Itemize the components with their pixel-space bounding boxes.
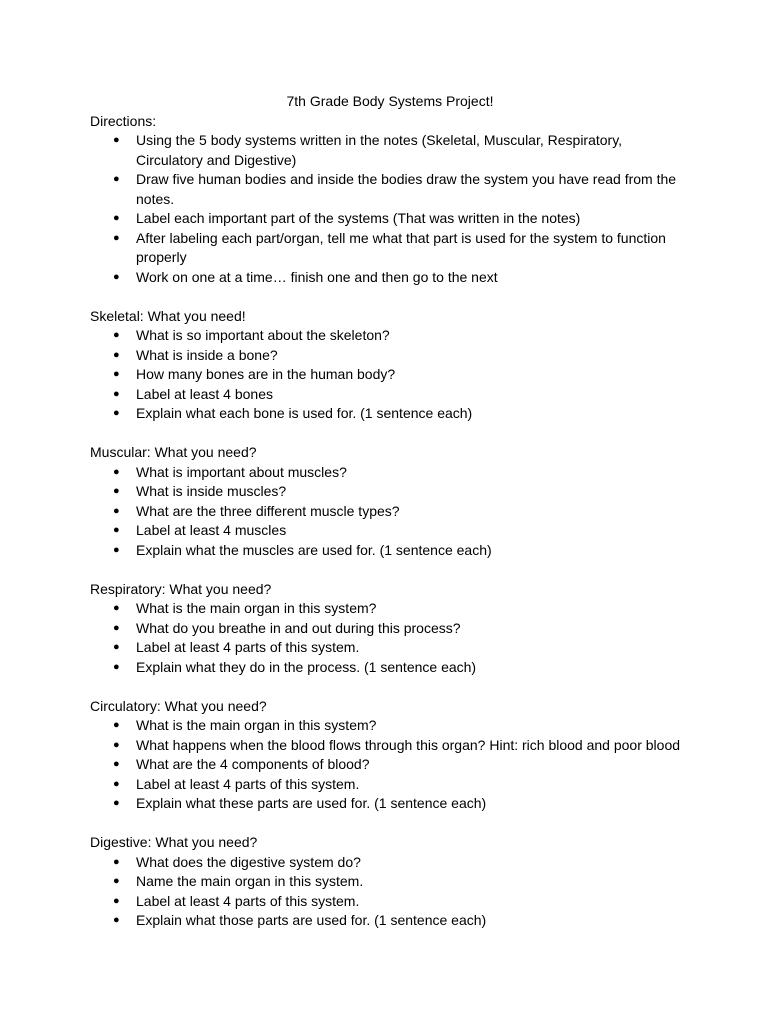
bullet-icon: ● bbox=[113, 602, 120, 614]
bullet-icon: ● bbox=[113, 641, 120, 653]
list-item-text: What is the main organ in this system? bbox=[136, 717, 377, 733]
list-item-text: What is important about muscles? bbox=[136, 463, 347, 480]
bullet-icon: ● bbox=[113, 485, 120, 497]
list-item bbox=[90, 385, 690, 405]
list-item bbox=[90, 365, 690, 385]
list-item bbox=[90, 268, 690, 288]
list-item bbox=[90, 463, 690, 483]
list-item-text: Work on one at a time… finish one and then go to the next bbox=[136, 268, 498, 285]
section-1 bbox=[90, 307, 690, 424]
bullet-icon: ● bbox=[113, 387, 120, 400]
bullet-list bbox=[90, 853, 690, 931]
section-heading: Muscular: What you need? bbox=[90, 444, 257, 460]
bullet-icon: ● bbox=[113, 329, 120, 341]
list-item-text: What are the 4 components of blood? bbox=[136, 756, 370, 772]
list-item bbox=[90, 755, 690, 775]
sections-container bbox=[90, 112, 690, 931]
list-item-text: What does the digestive system do? bbox=[136, 853, 361, 870]
list-item-text: Explain what they do in the process. (1 sentence each) bbox=[136, 658, 477, 675]
bullet-icon: ● bbox=[113, 368, 120, 380]
list-item-text: What is so important about the skeleton? bbox=[136, 327, 390, 343]
list-item-text: Using the 5 body systems written in the notes (Skeletal, Muscular, Respiratory, Circulatory and Digestive) bbox=[136, 132, 623, 168]
list-item-text: Explain what each bone is used for. (1 sentence each) bbox=[136, 405, 473, 421]
list-item bbox=[90, 775, 690, 795]
section-heading: Directions: bbox=[90, 112, 157, 129]
list-item bbox=[90, 482, 690, 502]
bullet-icon: ● bbox=[113, 894, 120, 907]
list-item bbox=[90, 658, 690, 678]
list-item bbox=[90, 853, 690, 873]
bullet-icon: ● bbox=[113, 134, 120, 146]
bullet-icon: ● bbox=[113, 524, 120, 536]
bullet-icon: ● bbox=[113, 212, 120, 224]
section-5 bbox=[90, 833, 690, 931]
list-item-text: What happens when the blood flows through this organ? Hint: rich blood and poor blood bbox=[136, 736, 681, 753]
section-heading: Digestive: What you need? bbox=[90, 834, 258, 850]
bullet-icon: ● bbox=[113, 660, 120, 673]
list-item bbox=[90, 502, 690, 522]
list-item bbox=[90, 541, 690, 561]
list-item-text: What is inside a bone? bbox=[136, 346, 278, 363]
bullet-icon: ● bbox=[113, 875, 120, 887]
bullet-icon: ● bbox=[113, 270, 120, 283]
list-item bbox=[90, 326, 690, 346]
list-item bbox=[90, 599, 690, 619]
bullet-list bbox=[90, 326, 690, 424]
list-item-text: What is inside muscles? bbox=[136, 483, 287, 499]
section-0 bbox=[90, 112, 690, 288]
list-item-text: What is the main organ in this system? bbox=[136, 600, 377, 616]
list-item bbox=[90, 131, 690, 170]
list-item-text: How many bones are in the human body? bbox=[136, 366, 396, 382]
bullet-icon: ● bbox=[113, 738, 120, 751]
list-item-text: Explain what the muscles are used for. (1 sentence each) bbox=[136, 541, 492, 558]
list-item-text: What do you breathe in and out during this process? bbox=[136, 619, 461, 636]
bullet-icon: ● bbox=[113, 465, 120, 478]
list-item bbox=[90, 619, 690, 639]
list-item bbox=[90, 911, 690, 931]
list-item-text: Label at least 4 parts of this system. bbox=[136, 639, 360, 655]
section-heading: Respiratory: What you need? bbox=[90, 580, 272, 597]
bullet-icon: ● bbox=[113, 777, 120, 790]
bullet-icon: ● bbox=[113, 173, 120, 185]
list-item-text: Label at least 4 parts of this system. bbox=[136, 775, 360, 792]
list-item-text: Explain what these parts are used for. (1 sentence each) bbox=[136, 795, 487, 811]
section-heading: Circulatory: What you need? bbox=[90, 697, 267, 714]
bullet-icon: ● bbox=[113, 758, 120, 770]
bullet-icon: ● bbox=[113, 543, 120, 556]
list-item bbox=[90, 346, 690, 366]
list-item bbox=[90, 229, 690, 268]
list-item-text: Draw five human bodies and inside the bodies draw the system you have read from the notes. bbox=[136, 171, 677, 207]
list-item-text: After labeling each part/organ, tell me what that part is used for the system to function properly bbox=[136, 229, 666, 265]
section-4 bbox=[90, 697, 690, 814]
bullet-icon: ● bbox=[113, 719, 120, 731]
list-item bbox=[90, 794, 690, 814]
bullet-icon: ● bbox=[113, 797, 120, 809]
list-item-text: Explain what those parts are used for. (1 sentence each) bbox=[136, 912, 487, 928]
list-item bbox=[90, 716, 690, 736]
list-item bbox=[90, 521, 690, 541]
bullet-icon: ● bbox=[113, 914, 120, 926]
bullet-list bbox=[90, 599, 690, 677]
bullet-list bbox=[90, 716, 690, 814]
document-title: 7th Grade Body Systems Project! bbox=[286, 93, 494, 109]
document-page bbox=[90, 92, 690, 931]
list-item bbox=[90, 209, 690, 229]
list-item-text: What are the three different muscle types? bbox=[136, 502, 400, 519]
list-item-text: Name the main organ in this system. bbox=[136, 873, 364, 889]
bullet-icon: ● bbox=[113, 348, 120, 361]
list-item-text: Label at least 4 parts of this system. bbox=[136, 892, 360, 909]
bullet-icon: ● bbox=[113, 407, 120, 419]
list-item-text: Label each important part of the systems (That was written in the notes) bbox=[136, 210, 581, 226]
bullet-icon: ● bbox=[113, 504, 120, 517]
bullet-icon: ● bbox=[113, 855, 120, 868]
list-item bbox=[90, 892, 690, 912]
list-item bbox=[90, 736, 690, 756]
list-item bbox=[90, 872, 690, 892]
bullet-icon: ● bbox=[113, 621, 120, 634]
list-item bbox=[90, 170, 690, 209]
list-item-text: Label at least 4 muscles bbox=[136, 522, 287, 538]
list-item bbox=[90, 404, 690, 424]
list-item bbox=[90, 638, 690, 658]
section-2 bbox=[90, 443, 690, 560]
section-3 bbox=[90, 580, 690, 678]
bullet-icon: ● bbox=[113, 231, 120, 244]
list-item-text: Label at least 4 bones bbox=[136, 385, 273, 402]
section-heading: Skeletal: What you need! bbox=[90, 307, 246, 324]
bullet-list bbox=[90, 131, 690, 287]
bullet-list bbox=[90, 463, 690, 561]
